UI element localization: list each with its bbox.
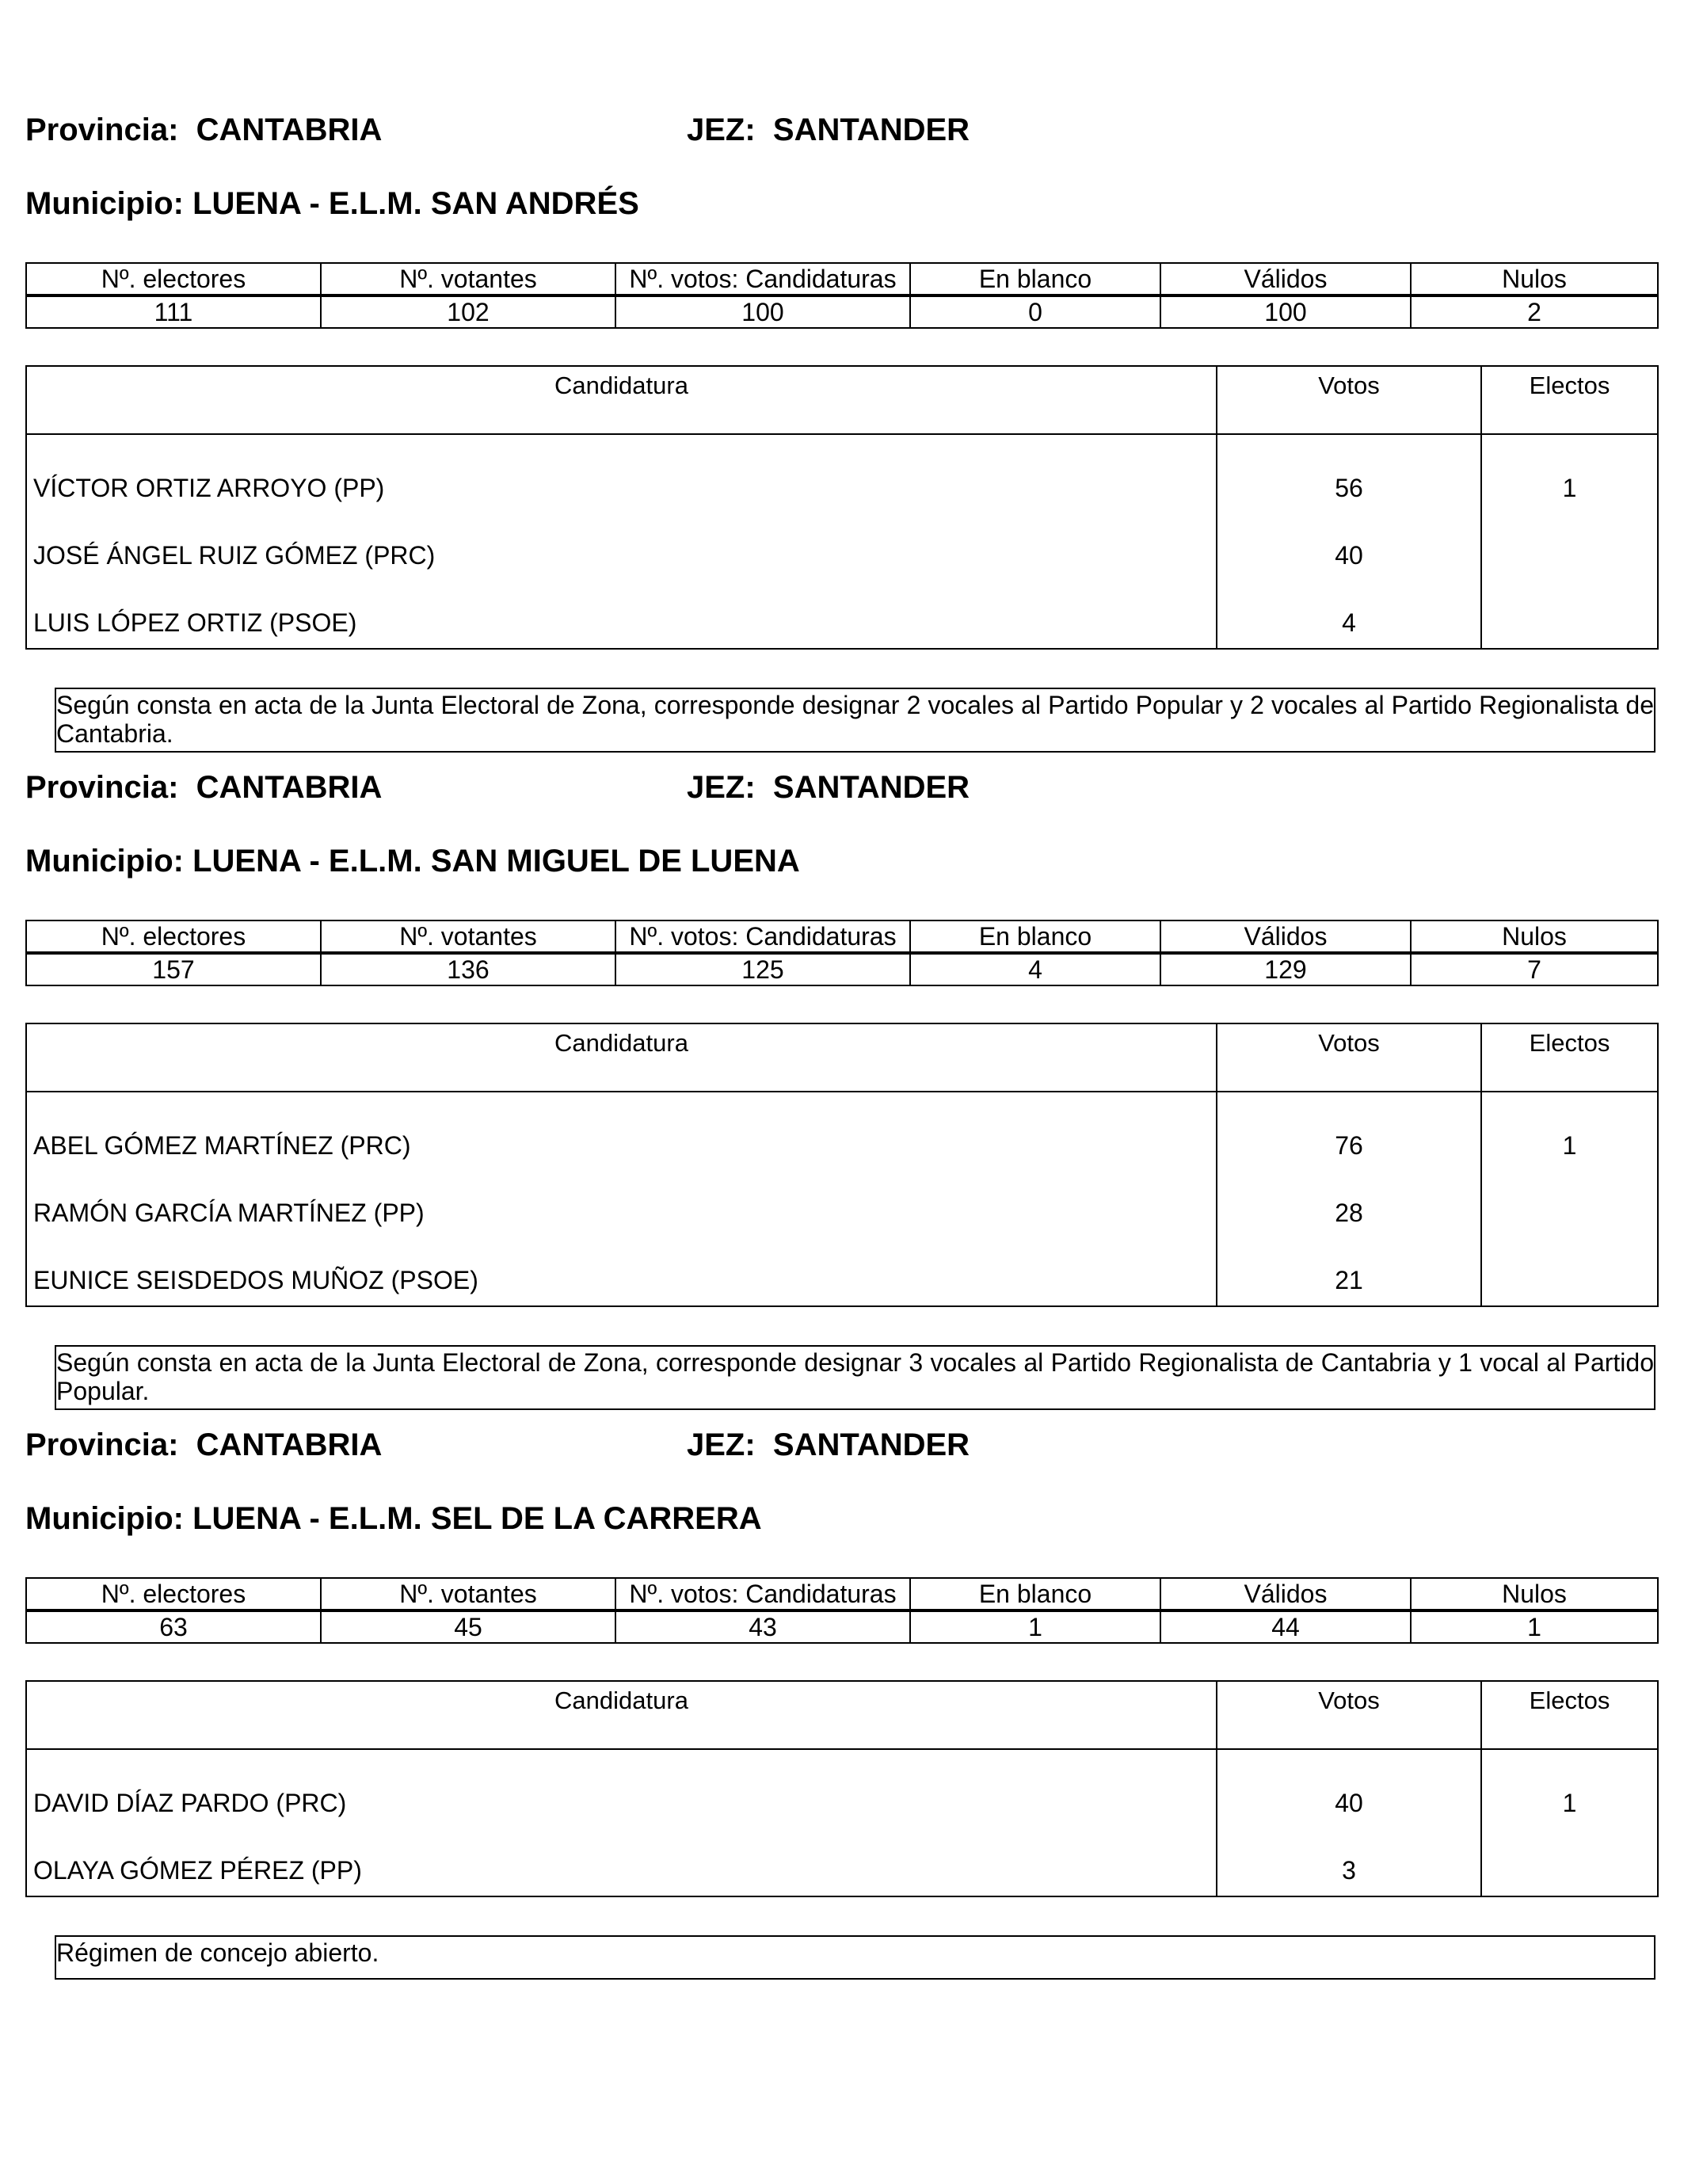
value-nulos: 7	[1411, 953, 1658, 985]
candidate-electos: 1	[1481, 1749, 1658, 1817]
header-candidatura: Candidatura	[26, 366, 1217, 434]
header-electores: Nº. electores	[26, 920, 321, 953]
value-votos-candidaturas: 125	[615, 953, 910, 985]
header-validos: Válidos	[1160, 920, 1411, 953]
candidate-electos	[1481, 502, 1658, 570]
header-electos: Electos	[1481, 1681, 1658, 1749]
candidate-electos: 1	[1481, 1092, 1658, 1160]
candidate-name: VÍCTOR ORTIZ ARROYO (PP)	[26, 434, 1217, 502]
value-nulos: 2	[1411, 295, 1658, 328]
table-row	[26, 1817, 1658, 1896]
municipio-title: Municipio: LUENA - E.L.M. SEL DE LA CARRERA	[25, 1501, 762, 1536]
candidates-header-row	[26, 1681, 1658, 1749]
header-electos: Electos	[1481, 1023, 1658, 1092]
value-validos: 44	[1160, 1610, 1411, 1643]
provincia: Provincia: CANTABRIA	[25, 112, 383, 147]
candidate-electos: 1	[1481, 434, 1658, 502]
candidate-name: JOSÉ ÁNGEL RUIZ GÓMEZ (PRC)	[26, 502, 1217, 570]
value-votantes: 102	[321, 295, 615, 328]
header-en-blanco: En blanco	[910, 263, 1160, 295]
value-votantes: 136	[321, 953, 615, 985]
header-validos: Válidos	[1160, 263, 1411, 295]
header-votantes: Nº. votantes	[321, 920, 615, 953]
note-box: Según consta en acta de la Junta Electoral de Zona, corresponde designar 2 vocales al Partido Popular y 2 vocales al Partido Regionalista de Cantabria.	[55, 688, 1655, 753]
candidate-votos: 76	[1217, 1092, 1481, 1160]
header-en-blanco: En blanco	[910, 1578, 1160, 1610]
candidate-votos: 21	[1217, 1227, 1481, 1306]
stats-table	[25, 1577, 1659, 1644]
header-electores: Nº. electores	[26, 263, 321, 295]
value-electores: 111	[26, 295, 321, 328]
header-nulos: Nulos	[1411, 263, 1658, 295]
header-votos: Votos	[1217, 1681, 1481, 1749]
candidate-electos	[1481, 1160, 1658, 1227]
candidate-name: DAVID DÍAZ PARDO (PRC)	[26, 1749, 1217, 1817]
table-row	[26, 1749, 1658, 1817]
candidate-name: EUNICE SEISDEDOS MUÑOZ (PSOE)	[26, 1227, 1217, 1306]
stats-header-row	[26, 920, 1658, 953]
header-votos-candidaturas: Nº. votos: Candidaturas	[615, 1578, 910, 1610]
stats-value-row	[26, 295, 1658, 328]
value-electores: 157	[26, 953, 321, 985]
provincia: Provincia: CANTABRIA	[25, 1427, 383, 1462]
header-votos: Votos	[1217, 366, 1481, 434]
stats-table	[25, 920, 1659, 986]
provincia: Provincia: CANTABRIA	[25, 770, 383, 805]
table-row	[26, 1092, 1658, 1160]
header-votos-candidaturas: Nº. votos: Candidaturas	[615, 263, 910, 295]
table-row	[26, 570, 1658, 649]
header-votantes: Nº. votantes	[321, 1578, 615, 1610]
candidate-votos: 40	[1217, 502, 1481, 570]
header-nulos: Nulos	[1411, 920, 1658, 953]
candidate-electos	[1481, 1227, 1658, 1306]
stats-value-row	[26, 953, 1658, 985]
value-en-blanco: 0	[910, 295, 1160, 328]
section-san-andres	[25, 111, 1657, 753]
value-votos-candidaturas: 43	[615, 1610, 910, 1643]
candidate-electos	[1481, 570, 1658, 649]
candidate-electos	[1481, 1817, 1658, 1896]
candidate-name: ABEL GÓMEZ MARTÍNEZ (PRC)	[26, 1092, 1217, 1160]
header-votos: Votos	[1217, 1023, 1481, 1092]
province-header	[25, 111, 1657, 149]
municipio-title: Municipio: LUENA - E.L.M. SAN MIGUEL DE LUENA	[25, 844, 800, 879]
value-votos-candidaturas: 100	[615, 295, 910, 328]
municipio-title: Municipio: LUENA - E.L.M. SAN ANDRÉS	[25, 186, 639, 221]
header-electores: Nº. electores	[26, 1578, 321, 1610]
candidate-name: LUIS LÓPEZ ORTIZ (PSOE)	[26, 570, 1217, 649]
jez: JEZ: SANTANDER	[687, 1427, 970, 1462]
candidates-table	[25, 365, 1659, 650]
section-sel-de-la-carrera	[25, 1426, 1657, 1980]
table-row	[26, 1227, 1658, 1306]
candidate-votos: 4	[1217, 570, 1481, 649]
candidate-votos: 56	[1217, 434, 1481, 502]
table-row	[26, 1160, 1658, 1227]
candidate-votos: 3	[1217, 1817, 1481, 1896]
note-box: Según consta en acta de la Junta Electoral de Zona, corresponde designar 3 vocales al Partido Regionalista de Cantabria y 1 vocal al Partido Popular.	[55, 1345, 1655, 1410]
province-header	[25, 768, 1657, 806]
header-votantes: Nº. votantes	[321, 263, 615, 295]
value-en-blanco: 4	[910, 953, 1160, 985]
value-en-blanco: 1	[910, 1610, 1160, 1643]
value-votantes: 45	[321, 1610, 615, 1643]
candidate-votos: 28	[1217, 1160, 1481, 1227]
header-candidatura: Candidatura	[26, 1681, 1217, 1749]
header-votos-candidaturas: Nº. votos: Candidaturas	[615, 920, 910, 953]
candidates-table	[25, 1023, 1659, 1307]
stats-table	[25, 262, 1659, 329]
value-electores: 63	[26, 1610, 321, 1643]
value-validos: 100	[1160, 295, 1411, 328]
section-san-miguel-de-luena	[25, 768, 1657, 1410]
candidate-votos: 40	[1217, 1749, 1481, 1817]
candidates-header-row	[26, 366, 1658, 434]
header-validos: Válidos	[1160, 1578, 1411, 1610]
value-validos: 129	[1160, 953, 1411, 985]
jez: JEZ: SANTANDER	[687, 770, 970, 805]
header-candidatura: Candidatura	[26, 1023, 1217, 1092]
candidates-table	[25, 1680, 1659, 1897]
province-header	[25, 1426, 1657, 1464]
table-row	[26, 502, 1658, 570]
header-en-blanco: En blanco	[910, 920, 1160, 953]
header-nulos: Nulos	[1411, 1578, 1658, 1610]
table-row	[26, 434, 1658, 502]
stats-value-row	[26, 1610, 1658, 1643]
stats-header-row	[26, 263, 1658, 295]
stats-header-row	[26, 1578, 1658, 1610]
header-electos: Electos	[1481, 366, 1658, 434]
jez: JEZ: SANTANDER	[687, 112, 970, 147]
value-nulos: 1	[1411, 1610, 1658, 1643]
candidate-name: RAMÓN GARCÍA MARTÍNEZ (PP)	[26, 1160, 1217, 1227]
candidates-header-row	[26, 1023, 1658, 1092]
note-box: Régimen de concejo abierto.	[55, 1935, 1655, 1980]
candidate-name: OLAYA GÓMEZ PÉREZ (PP)	[26, 1817, 1217, 1896]
